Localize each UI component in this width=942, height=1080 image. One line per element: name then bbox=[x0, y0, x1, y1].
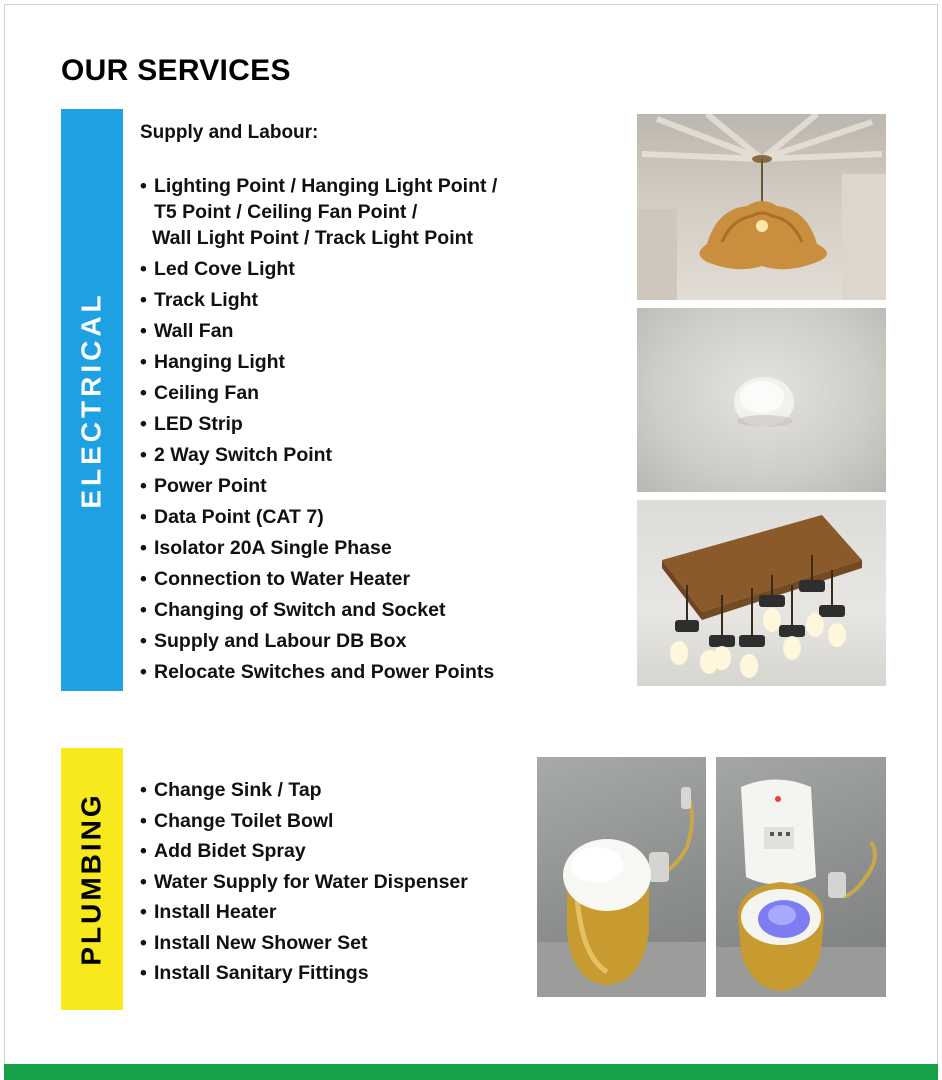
list-item: • Changing of Switch and Socket bbox=[140, 595, 497, 626]
toilet-bowl-open-photo bbox=[716, 757, 886, 997]
list-item: • Change Sink / Tap bbox=[140, 775, 468, 806]
electrical-label: ELECTRICAL bbox=[76, 291, 108, 509]
plumbing-band bbox=[61, 748, 123, 1010]
plumbing-label: PLUMBING bbox=[76, 792, 108, 966]
list-item: • LED Strip bbox=[140, 409, 497, 440]
list-item: • Install Heater bbox=[140, 897, 468, 928]
electrical-band bbox=[61, 109, 123, 691]
list-item-line: Wall Light Point / Track Light Point bbox=[152, 227, 474, 249]
page-title: OUR SERVICES bbox=[61, 54, 291, 87]
list-item: • Add Bidet Spray bbox=[140, 836, 468, 867]
list-item: • Led Cove Light bbox=[140, 254, 497, 285]
list-item: • Wall Fan bbox=[140, 316, 497, 347]
list-item: • Relocate Switches and Power Points bbox=[140, 657, 497, 688]
supply-labour-heading: Supply and Labour: bbox=[140, 122, 319, 143]
list-item: • Install New Shower Set bbox=[140, 928, 468, 959]
toilet-bowl-closed-photo bbox=[537, 757, 706, 997]
electrical-service-list bbox=[140, 173, 497, 688]
list-item: • Data Point (CAT 7) bbox=[140, 502, 497, 533]
list-item: • Connection to Water Heater bbox=[140, 564, 497, 595]
list-item bbox=[140, 173, 497, 251]
footer-accent-bar bbox=[4, 1064, 938, 1080]
list-item: • Water Supply for Water Dispenser bbox=[140, 867, 468, 898]
list-item: • 2 Way Switch Point bbox=[140, 440, 497, 471]
bulb-chandelier-photo bbox=[637, 500, 886, 686]
list-item: • Supply and Labour DB Box bbox=[140, 626, 497, 657]
plumbing-service-list bbox=[140, 775, 468, 989]
list-item: • Power Point bbox=[140, 471, 497, 502]
list-item: • Ceiling Fan bbox=[140, 378, 497, 409]
list-item: • Hanging Light bbox=[140, 347, 497, 378]
list-item: • Change Toilet Bowl bbox=[140, 806, 468, 837]
list-item: • Install Sanitary Fittings bbox=[140, 958, 468, 989]
list-item-line: T5 Point / Ceiling Fan Point / bbox=[154, 201, 418, 223]
list-item: • Isolator 20A Single Phase bbox=[140, 533, 497, 564]
list-item: • Track Light bbox=[140, 285, 497, 316]
ceiling-light-photo bbox=[637, 308, 886, 492]
pendant-lamp-photo bbox=[637, 114, 886, 300]
list-item-line: Lighting Point / Hanging Light Point / bbox=[154, 175, 498, 197]
